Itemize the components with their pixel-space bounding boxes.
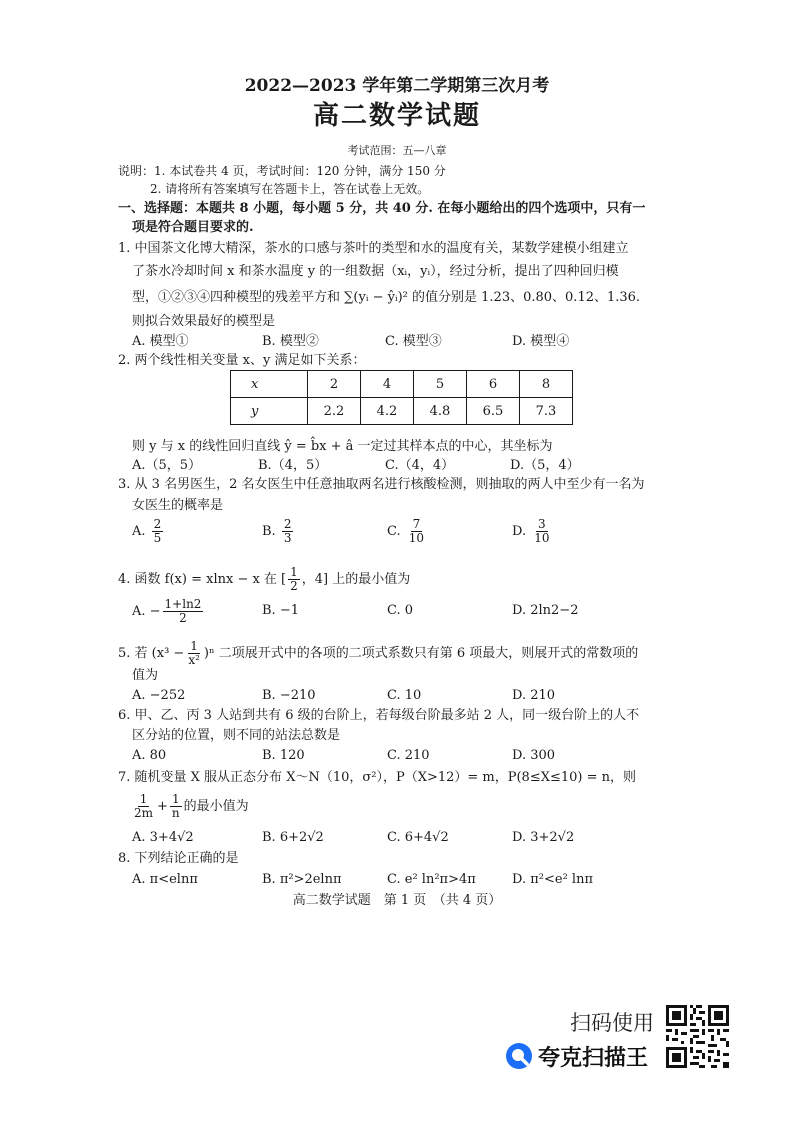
q2-option-d: D.（5，4） [510, 458, 580, 473]
table-cell: 7.3 [520, 398, 573, 425]
fraction-denominator: 2 [290, 579, 298, 593]
fraction-numerator: 1 [171, 792, 180, 806]
q1-line-2: 了茶水冷却时间 x 和茶水温度 y 的一组数据（xᵢ，yᵢ），经过分析，提出了四种回归模 [132, 264, 619, 279]
q6-option-a: A. 80 [132, 748, 167, 763]
q1-line-3-values: 的值分别是 1.23、0.80、0.12、1.36. [412, 290, 641, 305]
q5-option-a: A. −252 [132, 688, 186, 703]
q8-option-a: A. π<elnπ [132, 872, 198, 887]
quark-logo-icon [505, 1042, 533, 1070]
fraction [132, 793, 155, 820]
fraction-denominator: 2 [179, 611, 187, 625]
fraction-numerator: 1 [290, 565, 298, 579]
option-label: B. [262, 524, 276, 539]
fraction [186, 640, 202, 667]
q3-option-b [262, 518, 295, 545]
q1-option-b: B. 模型② [262, 334, 319, 349]
q4-option-b: B. −1 [262, 603, 299, 618]
q4-text-tail: ，4] 上的最小值为 [301, 572, 411, 587]
fraction-denominator: n [171, 806, 180, 820]
q5-text-tail: )ⁿ 二项展开式中的各项的二项式系数只有第 6 项最大，则展开式的常数项的 [203, 646, 639, 661]
q8-line-1: 8. 下列结论正确的是 [118, 851, 239, 866]
q5-option-b: B. −210 [262, 688, 316, 703]
table-row-x [231, 371, 573, 398]
fraction-numerator: 3 [538, 517, 546, 531]
q6-line-1: 6. 甲、乙、丙 3 人站到共有 6 级的台阶上，若每级台阶最多站 2 人，同一级台阶上的人不 [118, 708, 640, 723]
table-cell: x [231, 371, 308, 398]
fraction [288, 566, 300, 593]
q6-option-d: D. 300 [512, 748, 556, 763]
q5-option-d: D. 210 [512, 688, 556, 703]
q2-option-b: B.（4，5） [258, 458, 328, 473]
table-cell: 2 [308, 371, 361, 398]
q2-line-2: 则 y 与 x 的线性回归直线 ŷ = b̂x + â 一定过其样本点的中心，其坐标为 [132, 439, 553, 454]
q7-option-c: C. 6+4√2 [387, 830, 449, 845]
q3-line-2: 女医生的概率是 [132, 498, 224, 513]
q3-line-1: 3. 从 3 名男医生，2 名女医生中任意抽取两名进行核酸检测，则抽取的两人中至少有一名为 [118, 477, 645, 492]
scanner-app-name: 夸克扫描王 [538, 1046, 649, 1071]
fraction-denominator: 2m [134, 806, 154, 820]
q2-data-table [230, 370, 573, 425]
q4-line-1 [118, 566, 410, 593]
note-line-1: 说明：1. 本试卷共 4 页，考试时间：120 分钟，满分 150 分 [118, 164, 446, 178]
q1-option-a: A. 模型① [132, 334, 189, 349]
exam-subtitle: 高二数学试题 [312, 101, 481, 131]
q5-line-2: 值为 [132, 668, 159, 683]
plus-sign: + [157, 799, 168, 814]
fraction [407, 518, 426, 545]
q1-option-d: D. 模型④ [512, 334, 570, 349]
scan-to-use-label: 扫码使用 [570, 1011, 654, 1035]
q3-option-a [132, 518, 165, 545]
table-cell: 6 [467, 371, 520, 398]
q4-option-c: C. 0 [387, 603, 414, 618]
q1-option-c: C. 模型③ [385, 334, 442, 349]
q1-line-3 [132, 290, 640, 306]
fraction-numerator: 2 [283, 517, 292, 531]
q4-option-d: D. 2ln2−2 [512, 603, 579, 618]
q3-option-d [512, 518, 554, 545]
option-label: A. − [132, 604, 161, 619]
q5-text: 5. 若 (x³ − [118, 646, 185, 661]
q1-line-4: 则拟合效果最好的模型是 [132, 314, 276, 329]
q7-option-d: D. 3+2√2 [512, 830, 575, 845]
table-cell: 4.8 [414, 398, 467, 425]
section-heading-2: 项是符合题目要求的. [132, 220, 254, 235]
option-label: A. [132, 524, 146, 539]
q1-sum-expression: ∑(yᵢ − ŷᵢ)² [344, 290, 408, 305]
option-label: D. [512, 524, 527, 539]
q5-option-c: C. 10 [387, 688, 422, 703]
q6-option-c: C. 210 [387, 748, 430, 763]
q8-option-d: D. π²<e² lnπ [512, 872, 593, 887]
table-cell: 4 [361, 371, 414, 398]
exam-scope: 考试范围：五—八章 [347, 144, 447, 157]
q6-line-2: 区分站的位置，则不同的站法总数是 [132, 728, 341, 743]
q8-option-c: C. e² ln²π>4π [387, 872, 476, 887]
q6-option-b: B. 120 [262, 748, 305, 763]
q7-option-b: B. 6+2√2 [262, 830, 324, 845]
fraction-numerator: 1 [190, 639, 198, 653]
option-label: C. [387, 524, 401, 539]
q8-option-b: B. π²>2elnπ [262, 872, 342, 887]
fraction-numerator: 7 [412, 517, 421, 531]
fraction [163, 598, 204, 625]
q7-text-tail: 的最小值为 [183, 799, 249, 814]
q2-line-1: 2. 两个线性相关变量 x、y 满足如下关系： [118, 353, 366, 368]
section-heading-1: 一、选择题：本题共 8 小题，每小题 5 分，共 40 分. 在每小题给出的四个选项中，只有一 [118, 201, 646, 216]
table-cell: 8 [520, 371, 573, 398]
fraction-denominator: 10 [534, 531, 550, 545]
table-row-y [231, 398, 573, 425]
page-footer: 高二数学试题 第 1 页 （共 4 页） [292, 893, 502, 908]
fraction-numerator: 1+ln2 [164, 597, 202, 611]
q1-line-3-text: 型，①②③④四种模型的残差平方和 [132, 290, 341, 305]
q7-line-2 [130, 793, 249, 820]
fraction-numerator: 2 [153, 517, 162, 531]
fraction-denominator: 10 [408, 531, 425, 545]
q4-option-a [132, 598, 205, 625]
table-cell: 2.2 [308, 398, 361, 425]
table-cell: y [231, 398, 308, 425]
fraction-denominator: x² [188, 653, 200, 667]
note-line-2: 2. 请将所有答案填写在答题卡上，答在试卷上无效。 [150, 182, 430, 196]
fraction-denominator: 3 [283, 531, 292, 545]
fraction [282, 518, 294, 545]
qr-code-icon[interactable] [666, 1005, 729, 1068]
q3-option-c [387, 518, 428, 545]
q7-line-1: 7. 随机变量 X 服从正态分布 X～N（10，σ²），P（X>12）= m，P(8≤X≤10) = n，则 [118, 770, 637, 785]
fraction [170, 793, 182, 820]
fraction-numerator: 1 [139, 792, 148, 806]
q2-option-c: C.（4，4） [385, 458, 455, 473]
q5-line-1 [118, 640, 638, 667]
fraction [152, 518, 164, 545]
q7-option-a: A. 3+4√2 [132, 830, 194, 845]
exam-title: 2022—2023 学年第二学期第三次月考 [244, 76, 550, 96]
q4-text: 4. 函数 f(x) = xlnx − x 在 [ [118, 572, 287, 587]
fraction-denominator: 5 [153, 531, 162, 545]
fraction [532, 518, 551, 545]
q2-option-a: A.（5，5） [132, 458, 202, 473]
q1-line-1: 1. 中国茶文化博大精深，茶水的口感与茶叶的类型和水的温度有关，某数学建模小组建立 [118, 241, 629, 256]
table-cell: 5 [414, 371, 467, 398]
table-cell: 4.2 [361, 398, 414, 425]
table-cell: 6.5 [467, 398, 520, 425]
